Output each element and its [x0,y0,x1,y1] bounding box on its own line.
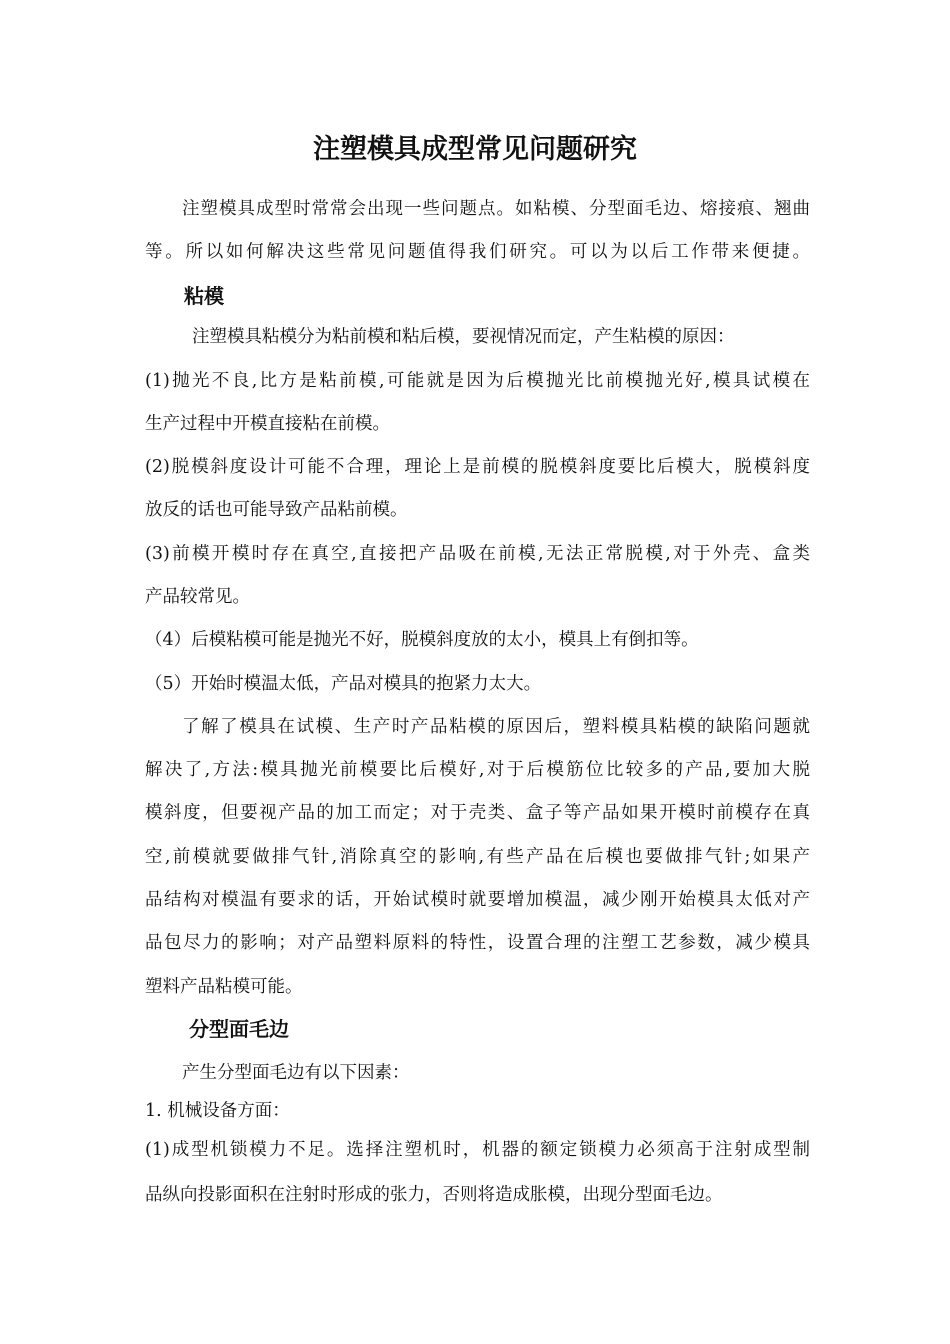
paragraph-line: 空,前模就要做排气针,消除真空的影响,有些产品在后模也要做排气针;如果产 [145,847,810,867]
paragraph-line: （5）开始时模温太低，产品对模具的抱紧力太大。 [145,674,542,694]
intro-line-2: 等。所以如何解决这些常见问题值得我们研究。可以为以后工作带来便捷。 [145,242,810,262]
paragraph-line: 品结构对模温有要求的话，开始试模时就要增加模温，减少刚开始模具太低对产 [145,890,810,910]
paragraph-line: 生产过程中开模直接粘在前模。 [145,414,390,434]
paragraph-line: 塑料产品粘模可能。 [145,977,303,997]
paragraph-line: 解决了,方法:模具抛光前模要比后模好,对于后模筋位比较多的产品,要加大脱 [145,760,810,780]
intro-line-1: 注塑模具成型时常常会出现一些问题点。如粘模、分型面毛边、熔接痕、翘曲 [182,199,810,219]
paragraph-line: 产生分型面毛边有以下因素： [182,1063,410,1083]
paragraph-line: 品包尽力的影响；对产品塑料原料的特性，设置合理的注塑工艺参数，减少模具 [145,933,810,953]
paragraph-line: (3)前模开模时存在真空,直接把产品吸在前模,无法正常脱模,对于外壳、盒类 [145,544,810,564]
paragraph-line: (2)脱模斜度设计可能不合理，理论上是前模的脱模斜度要比后模大，脱模斜度 [145,457,810,477]
section-heading-parting-flash: 分型面毛边 [189,1017,289,1041]
paragraph-line: 放反的话也可能导致产品粘前模。 [145,500,408,520]
paragraph-line: 了解了模具在试模、生产时产品粘模的原因后，塑料模具粘模的缺陷问题就 [182,717,810,737]
paragraph-line: 产品较常见。 [145,587,250,607]
section-heading-sticking: 粘模 [184,284,224,308]
paragraph-line: 注塑模具粘模分为粘前模和粘后模，要视情况而定，产生粘模的原因： [192,327,735,347]
paragraph-line: (1)成型机锁模力不足。选择注塑机时，机器的额定锁模力必须高于注射成型制 [145,1140,810,1160]
paragraph-line: 品纵向投影面积在注射时形成的张力，否则将造成胀模，出现分型面毛边。 [145,1185,723,1205]
paragraph-line: 1. 机械设备方面： [145,1101,290,1121]
document-title: 注塑模具成型常见问题研究 [313,134,637,165]
paragraph-line: 模斜度，但要视产品的加工而定；对于壳类、盒子等产品如果开模时前模存在真 [145,803,810,823]
paragraph-line: (1)抛光不良,比方是粘前模,可能就是因为后模抛光比前模抛光好,模具试模在 [145,371,810,391]
paragraph-line: （4）后模粘模可能是抛光不好，脱模斜度放的太小，模具上有倒扣等。 [145,630,699,650]
